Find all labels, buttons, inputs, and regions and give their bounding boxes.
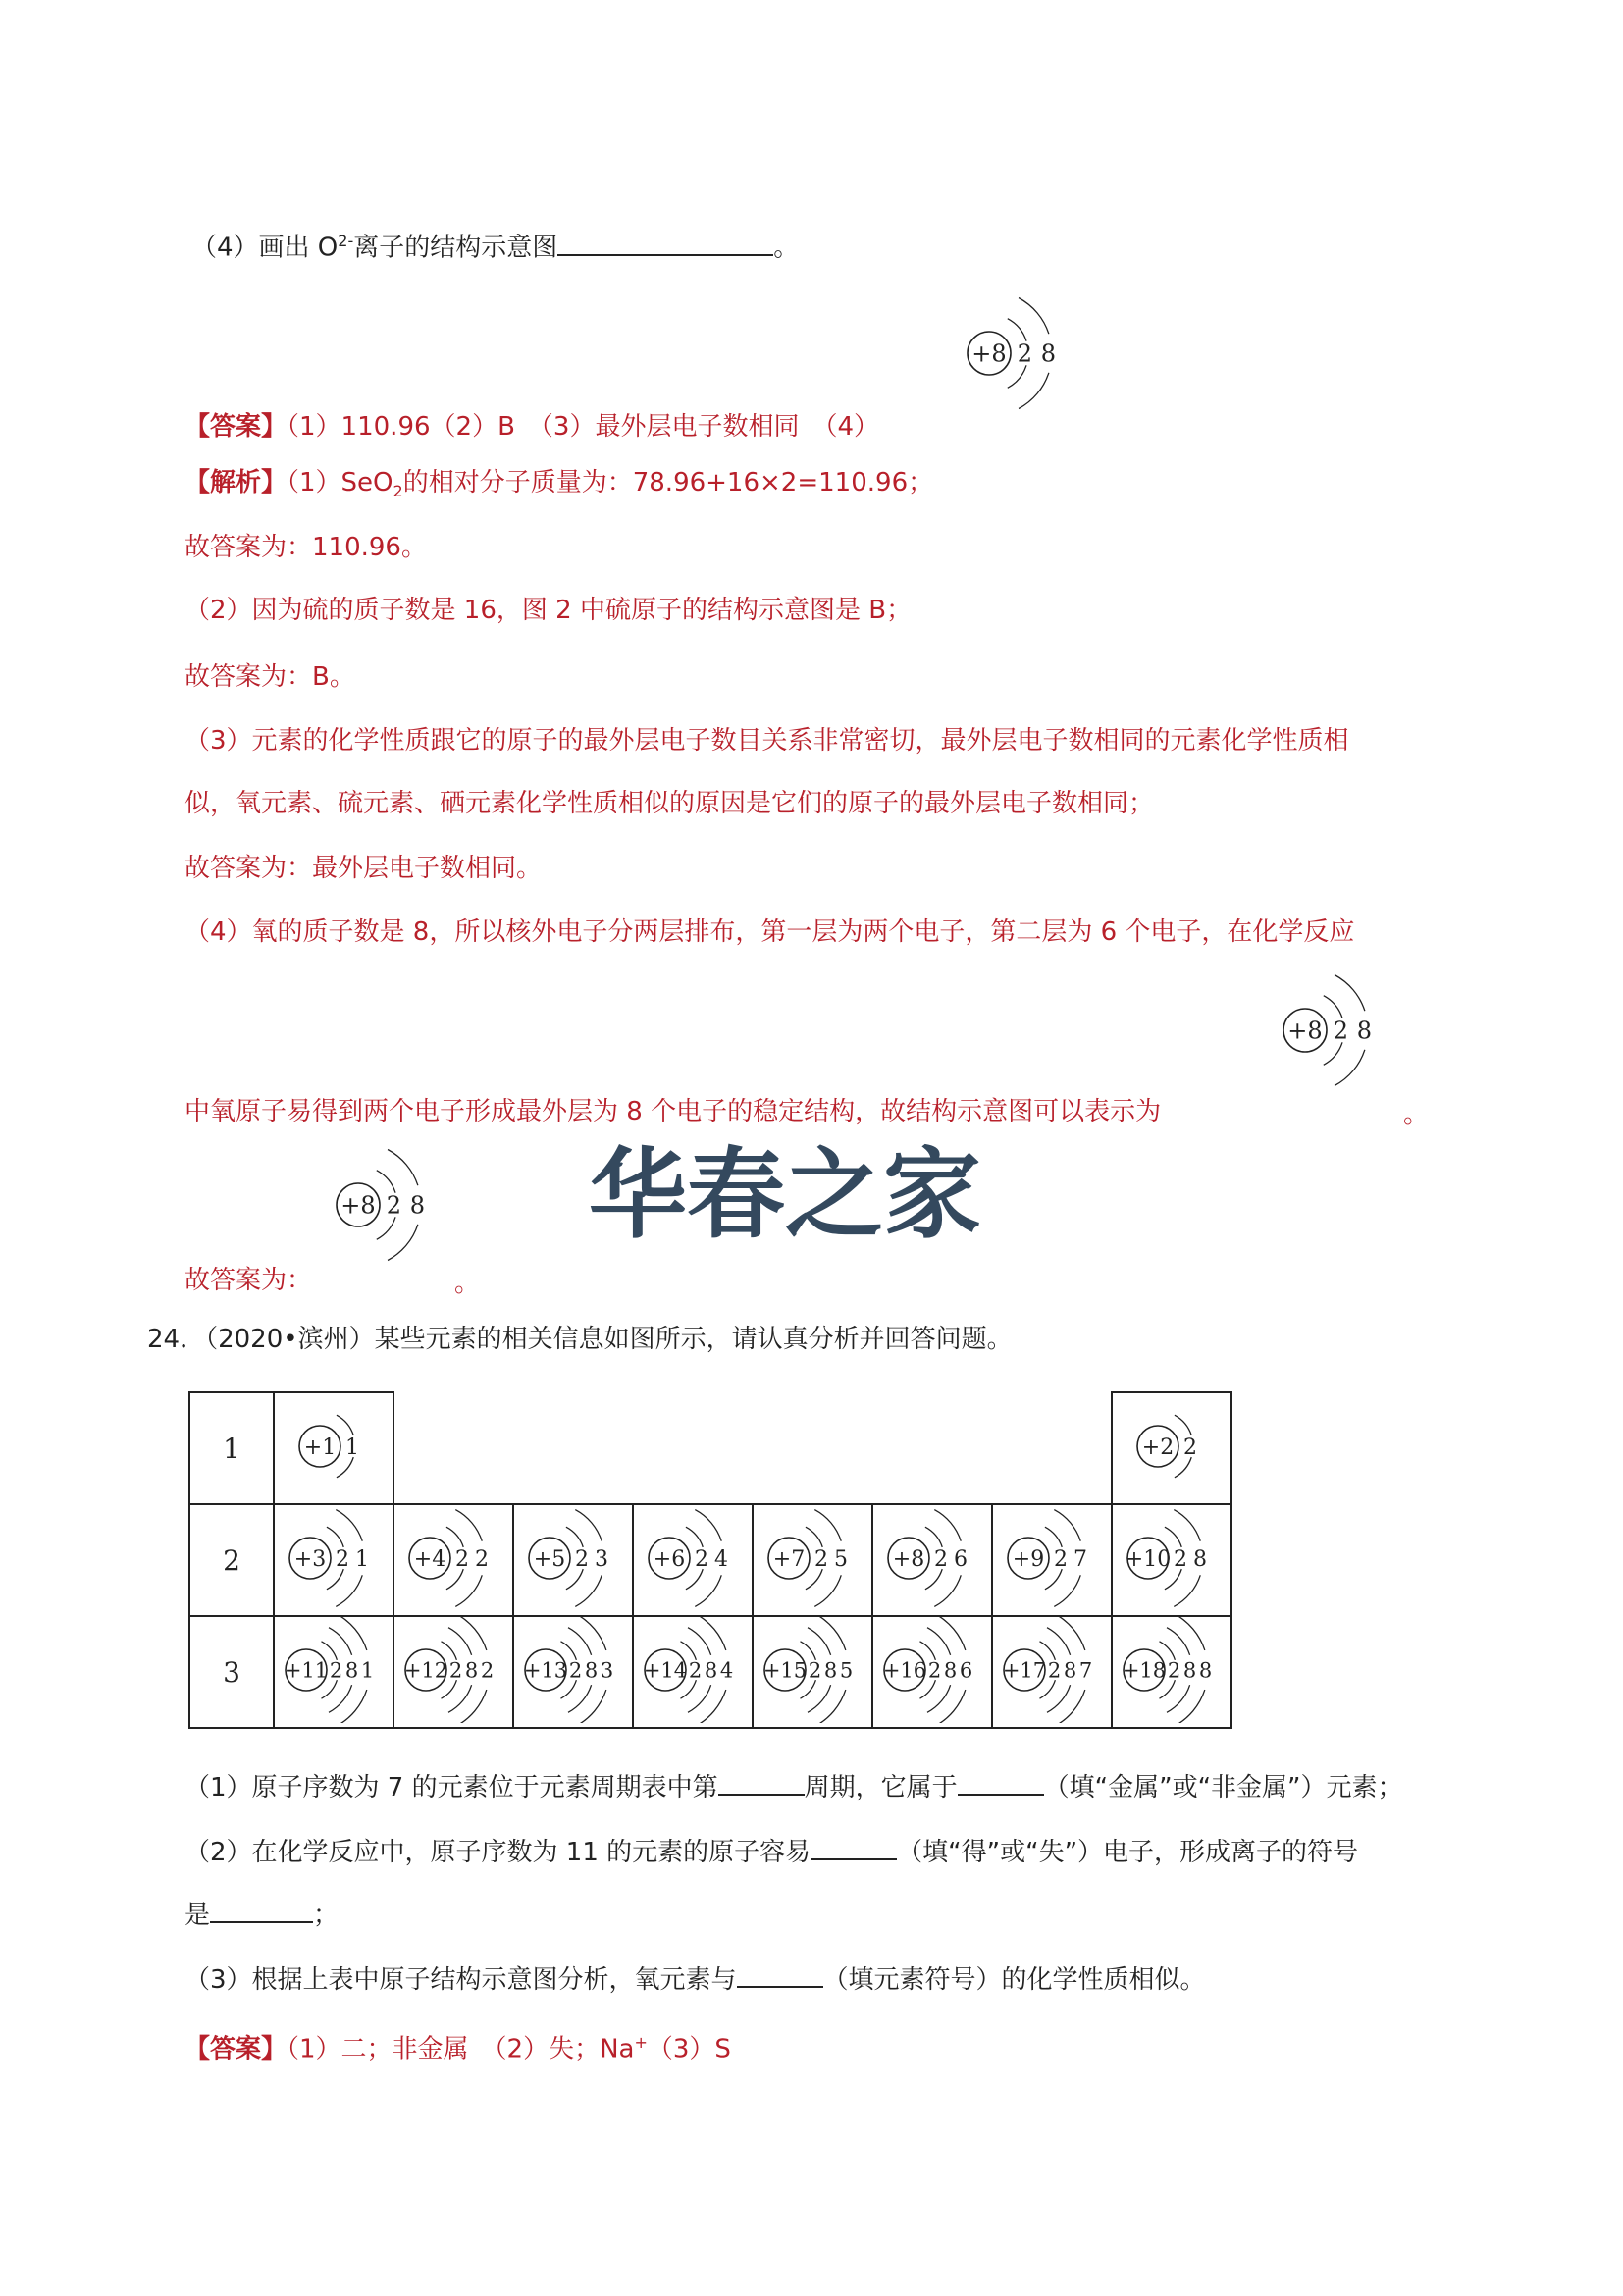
- answer-text: （3）S: [647, 2034, 731, 2064]
- answer-blank: [737, 1960, 823, 1988]
- nucleus-charge: +12: [403, 1658, 447, 1683]
- shell-electron-count: 2: [454, 1546, 469, 1572]
- nucleus-charge: +11: [284, 1658, 328, 1683]
- q4-suffix: 离子的结构示意图: [353, 233, 558, 263]
- oxygen-ion-diagram: [1281, 971, 1386, 1093]
- q24-question-2-cont: [184, 1896, 339, 1933]
- atom-diagram: [646, 1505, 741, 1611]
- element-cell: [393, 1504, 513, 1616]
- electron-shell-arc: [1054, 1617, 1084, 1650]
- electron-shell-arc: [934, 1617, 965, 1650]
- nucleus-charge: +1: [303, 1435, 336, 1460]
- electron-shell-arc: [1008, 319, 1026, 341]
- atom-diagram: [642, 1617, 745, 1723]
- shell-electron-count: 4: [719, 1658, 733, 1683]
- electron-shell-arc: [1164, 1569, 1180, 1590]
- electron-shell-arc: [1324, 1042, 1342, 1065]
- electron-shell-arc: [326, 1527, 342, 1547]
- electron-shell-arc: [575, 1617, 605, 1650]
- electron-shell-arc: [336, 1415, 352, 1435]
- electron-shell-arc: [336, 1457, 352, 1478]
- q4-sup: 2-: [338, 232, 354, 250]
- question-text: （填元素符号）的化学性质相似。: [822, 1965, 1206, 1995]
- shell-electron-count: 8: [823, 1658, 837, 1683]
- electron-shell-arc: [388, 1149, 418, 1185]
- element-cell: [274, 1616, 393, 1728]
- element-cell: [992, 1504, 1112, 1616]
- atom-diagram: [885, 1505, 980, 1611]
- nucleus-charge: +5: [533, 1546, 565, 1572]
- electron-shell-arc: [321, 1680, 337, 1698]
- nucleus-charge: +15: [762, 1658, 807, 1683]
- electron-shell-arc: [934, 1510, 961, 1541]
- electron-shell-arc: [685, 1569, 702, 1590]
- shell-electron-count: 2: [568, 1658, 582, 1683]
- element-cell: [872, 1504, 992, 1616]
- period-label: 2: [189, 1504, 274, 1616]
- analysis-line-10: 故答案为：: [184, 1266, 313, 1295]
- electron-shell-arc: [924, 1527, 941, 1547]
- analysis-line-8: （4）氧的质子数是 8，所以核外电子分两层排布，第一层为两个电子，第二层为 6 个电子，在化学反应: [184, 917, 1355, 947]
- shell-electron-count: 8: [943, 1658, 957, 1683]
- shell-electron-count: 2: [1047, 1658, 1061, 1683]
- shell-electron-count: 6: [953, 1546, 968, 1572]
- atom-diagram: [1125, 1505, 1220, 1611]
- shell-electron-count: 8: [584, 1658, 598, 1683]
- table-row: [189, 1392, 1231, 1504]
- question-text: 周期，它属于: [804, 1773, 958, 1802]
- nucleus-charge: +4: [413, 1546, 445, 1572]
- element-cell: [753, 1504, 872, 1616]
- q4-end: 。: [773, 233, 800, 263]
- shell-electron-count: 2: [1017, 339, 1033, 368]
- shell-electron-count: 2: [480, 1658, 494, 1683]
- nucleus-charge: +14: [643, 1658, 687, 1683]
- nucleus-charge: +8: [340, 1191, 376, 1220]
- shell-electron-count: 8: [464, 1658, 478, 1683]
- electron-shell-arc: [1054, 1510, 1080, 1541]
- shell-electron-count: 4: [713, 1546, 728, 1572]
- question-text: ；: [313, 1901, 340, 1930]
- shell-electron-count: 8: [1198, 1658, 1212, 1683]
- electron-shell-arc: [1174, 1617, 1204, 1650]
- electron-shell-arc: [1039, 1642, 1055, 1660]
- shell-electron-count: 2: [1053, 1546, 1068, 1572]
- element-cell: [872, 1616, 992, 1728]
- electron-shell-arc: [321, 1642, 337, 1660]
- electron-shell-arc: [695, 1617, 725, 1650]
- analysis-line-2: 故答案为：110.96。: [184, 533, 427, 562]
- element-cell: [274, 1504, 393, 1616]
- atom-diagram: [881, 1617, 984, 1723]
- electron-shell-arc: [455, 1510, 482, 1541]
- period-label: 1: [189, 1392, 274, 1504]
- electron-shell-arc: [326, 1569, 342, 1590]
- electron-shell-arc: [1008, 365, 1026, 388]
- shell-electron-count: 2: [574, 1546, 589, 1572]
- electron-shell-arc: [934, 1690, 965, 1723]
- atom-diagram: [765, 1505, 861, 1611]
- answer-blank: [210, 1896, 313, 1923]
- electron-shell-arc: [445, 1569, 462, 1590]
- shell-electron-count: 2: [1182, 1435, 1197, 1460]
- q4-prefix: （4）画出 O: [191, 233, 339, 263]
- electron-shell-arc: [565, 1569, 582, 1590]
- shell-electron-count: 8: [1192, 1546, 1207, 1572]
- electron-shell-arc: [388, 1225, 418, 1261]
- answer-label: 【答案】: [184, 2034, 288, 2064]
- electron-shell-arc: [1335, 974, 1365, 1011]
- electron-shell-arc: [1324, 996, 1342, 1018]
- electron-shell-arc: [695, 1575, 721, 1606]
- electron-shell-arc: [919, 1642, 935, 1660]
- electron-shell-arc: [1164, 1527, 1180, 1547]
- shell-electron-count: 8: [1040, 339, 1057, 368]
- electron-shell-arc: [1039, 1680, 1055, 1698]
- atom-diagram: [334, 1146, 439, 1264]
- shell-electron-count: 3: [594, 1546, 608, 1572]
- analysis-line-7: 故答案为：最外层电子数相同。: [184, 854, 543, 883]
- q24-title: 24．（2020•滨州）某些元素的相关信息如图所示，请认真分析并回答问题。: [147, 1325, 1013, 1354]
- question-text: 是: [184, 1901, 211, 1930]
- electron-shell-arc: [336, 1690, 366, 1723]
- electron-shell-arc: [575, 1575, 602, 1606]
- table-row: [189, 1504, 1231, 1616]
- element-cell: [1112, 1616, 1231, 1728]
- answer-line: [184, 409, 879, 444]
- atom-diagram: [1281, 971, 1386, 1089]
- element-cell: [1112, 1504, 1231, 1616]
- electron-shell-arc: [455, 1690, 486, 1723]
- periodic-table: [188, 1391, 1232, 1729]
- electron-shell-arc: [560, 1642, 576, 1660]
- q4-prompt: [191, 224, 799, 266]
- electron-shell-arc: [1019, 297, 1049, 334]
- atom-diagram: [287, 1505, 382, 1611]
- electron-shell-arc: [814, 1575, 841, 1606]
- analysis-text: （1）SeO: [287, 468, 393, 497]
- period-mark: 。: [1403, 1100, 1430, 1129]
- shell-electron-count: 8: [1356, 1017, 1373, 1045]
- answer-blank: [557, 229, 773, 256]
- element-cell: [633, 1504, 753, 1616]
- element-cell: [274, 1392, 393, 1504]
- element-cell: [753, 1616, 872, 1728]
- atom-diagram: [522, 1617, 625, 1723]
- electron-shell-arc: [1054, 1575, 1080, 1606]
- shell-electron-count: 5: [839, 1658, 853, 1683]
- atom-diagram: [761, 1617, 864, 1723]
- shell-electron-count: 1: [360, 1658, 374, 1683]
- question-text: （2）在化学反应中，原子序数为 11 的元素的原子容易: [184, 1838, 812, 1867]
- shell-electron-count: 8: [1182, 1658, 1196, 1683]
- electron-shell-arc: [455, 1617, 486, 1650]
- shell-electron-count: 2: [927, 1658, 941, 1683]
- question-text: （1）原子序数为 7 的元素位于元素周期表中第: [184, 1773, 718, 1802]
- nucleus-charge: +6: [653, 1546, 685, 1572]
- q24-question-2: [184, 1833, 1358, 1870]
- electron-shell-arc: [455, 1575, 482, 1606]
- shell-electron-count: 2: [1173, 1546, 1187, 1572]
- atom-diagram: [965, 294, 1070, 412]
- subscript: 2: [393, 482, 403, 501]
- electron-shell-arc: [1159, 1642, 1175, 1660]
- shell-electron-count: 2: [813, 1546, 828, 1572]
- electron-shell-arc: [575, 1690, 605, 1723]
- table-row: [189, 1616, 1231, 1728]
- atom-diagram: [1134, 1393, 1210, 1499]
- electron-shell-arc: [336, 1510, 362, 1541]
- nucleus-charge: +18: [1122, 1658, 1166, 1683]
- electron-shell-arc: [1174, 1457, 1190, 1478]
- shell-electron-count: 6: [959, 1658, 972, 1683]
- atom-diagram: [1001, 1617, 1104, 1723]
- electron-shell-arc: [1019, 373, 1049, 409]
- electron-shell-arc: [1174, 1415, 1190, 1435]
- electron-shell-arc: [336, 1617, 366, 1650]
- electron-shell-arc: [800, 1680, 815, 1698]
- element-cell: [992, 1616, 1112, 1728]
- electron-shell-arc: [377, 1217, 395, 1239]
- element-cell: [513, 1504, 633, 1616]
- nucleus-charge: +8: [1287, 1017, 1323, 1045]
- electron-shell-arc: [445, 1527, 462, 1547]
- electron-shell-arc: [1044, 1527, 1061, 1547]
- analysis-label: 【解析】: [184, 468, 288, 497]
- answer-blank: [811, 1833, 897, 1860]
- electron-shell-arc: [560, 1680, 576, 1698]
- electron-shell-arc: [1174, 1510, 1200, 1541]
- nucleus-charge: +13: [523, 1658, 567, 1683]
- electron-shell-arc: [1174, 1690, 1204, 1723]
- electron-shell-arc: [565, 1527, 582, 1547]
- analysis-line-3: （2）因为硫的质子数是 16，图 2 中硫原子的结构示意图是 B；: [184, 596, 913, 625]
- electron-shell-arc: [814, 1510, 841, 1541]
- electron-shell-arc: [695, 1690, 725, 1723]
- q24-question-1: [184, 1768, 1403, 1805]
- analysis-line-1: [184, 465, 933, 509]
- analysis-line-5: （3）元素的化学性质跟它的原子的最外层电子数目关系非常密切，最外层电子数相同的元素化学性质相: [184, 726, 1349, 756]
- question-text: （填“得”或“失”）电子，形成离子的符号: [897, 1838, 1359, 1867]
- electron-shell-arc: [441, 1680, 456, 1698]
- answer-blank: [718, 1768, 805, 1796]
- electron-shell-arc: [1054, 1690, 1084, 1723]
- nucleus-charge: +10: [1125, 1546, 1171, 1572]
- shell-electron-count: 1: [344, 1435, 359, 1460]
- nucleus-charge: +7: [772, 1546, 805, 1572]
- shell-electron-count: 2: [688, 1658, 702, 1683]
- element-cell: [393, 1616, 513, 1728]
- electron-shell-arc: [805, 1527, 821, 1547]
- atom-diagram: [296, 1393, 372, 1499]
- electron-shell-arc: [1159, 1680, 1175, 1698]
- superscript: +: [634, 2033, 648, 2052]
- answer-blank: [958, 1768, 1044, 1796]
- shell-electron-count: 2: [474, 1546, 489, 1572]
- watermark: 华春之家: [589, 1137, 981, 1252]
- atom-diagram: [1121, 1617, 1224, 1723]
- shell-electron-count: 7: [1073, 1546, 1087, 1572]
- electron-shell-arc: [441, 1642, 456, 1660]
- q24-answer: [184, 2025, 731, 2067]
- element-cell: [633, 1616, 753, 1728]
- electron-shell-arc: [924, 1569, 941, 1590]
- electron-shell-arc: [680, 1642, 696, 1660]
- element-cell: [1112, 1392, 1231, 1504]
- atom-diagram: [406, 1505, 501, 1611]
- answer-label: 【答案】: [184, 412, 288, 442]
- electron-shell-arc: [336, 1575, 362, 1606]
- electron-shell-arc: [680, 1680, 696, 1698]
- electron-shell-arc: [1335, 1050, 1365, 1086]
- shell-electron-count: 2: [335, 1546, 349, 1572]
- shell-electron-count: 8: [344, 1658, 358, 1683]
- shell-electron-count: 2: [448, 1658, 462, 1683]
- oxygen-ion-diagram: [965, 294, 1070, 416]
- nucleus-charge: +17: [1002, 1658, 1046, 1683]
- analysis-line-6: 似，氧元素、硫元素、硒元素化学性质相似的原因是它们的原子的最外层电子数相同；: [184, 789, 1155, 818]
- electron-shell-arc: [1044, 1569, 1061, 1590]
- electron-shell-arc: [685, 1527, 702, 1547]
- atom-diagram: [283, 1617, 386, 1723]
- shell-electron-count: 2: [933, 1546, 948, 1572]
- atom-diagram: [1005, 1505, 1100, 1611]
- shell-electron-count: 2: [386, 1191, 402, 1220]
- atom-diagram: [526, 1505, 621, 1611]
- nucleus-charge: +3: [293, 1546, 326, 1572]
- shell-electron-count: 2: [1167, 1658, 1180, 1683]
- shell-electron-count: 7: [1078, 1658, 1092, 1683]
- shell-electron-count: 8: [409, 1191, 426, 1220]
- answer-text: （1）110.96（2）B （3）最外层电子数相同 （4）: [287, 412, 879, 442]
- element-cell: [513, 1616, 633, 1728]
- question-text: （填“金属”或“非金属”）元素；: [1043, 1773, 1403, 1802]
- electron-shell-arc: [919, 1680, 935, 1698]
- shell-electron-count: 1: [354, 1546, 369, 1572]
- analysis-text: 的相对分子质量为：78.96+16×2=110.96；: [402, 468, 934, 497]
- shell-electron-count: 2: [694, 1546, 708, 1572]
- shell-electron-count: 3: [600, 1658, 613, 1683]
- period-mark: 。: [454, 1269, 481, 1298]
- shell-electron-count: 5: [833, 1546, 848, 1572]
- shell-electron-count: 8: [1063, 1658, 1076, 1683]
- shell-electron-count: 2: [808, 1658, 821, 1683]
- question-text: （3）根据上表中原子结构示意图分析，氧元素与: [184, 1965, 737, 1995]
- shell-electron-count: 8: [704, 1658, 717, 1683]
- nucleus-charge: +9: [1012, 1546, 1044, 1572]
- electron-shell-arc: [800, 1642, 815, 1660]
- nucleus-charge: +8: [892, 1546, 924, 1572]
- nucleus-charge: +16: [882, 1658, 926, 1683]
- electron-shell-arc: [805, 1569, 821, 1590]
- electron-shell-arc: [814, 1617, 845, 1650]
- electron-shell-arc: [814, 1690, 845, 1723]
- analysis-line-4: 故答案为：B。: [184, 662, 355, 692]
- nucleus-charge: +8: [971, 339, 1007, 368]
- analysis-line-9: 中氧原子易得到两个电子形成最外层为 8 个电子的稳定结构，故结构示意图可以表示为: [184, 1097, 1162, 1126]
- answer-text: （1）二；非金属 （2）失；Na: [287, 2034, 635, 2064]
- electron-shell-arc: [575, 1510, 602, 1541]
- q24-question-3: [184, 1960, 1206, 1998]
- electron-shell-arc: [934, 1575, 961, 1606]
- shell-electron-count: 2: [1333, 1017, 1349, 1045]
- shell-electron-count: 2: [329, 1658, 342, 1683]
- electron-shell-arc: [695, 1510, 721, 1541]
- period-label: 3: [189, 1616, 274, 1728]
- electron-shell-arc: [1174, 1575, 1200, 1606]
- nucleus-charge: +2: [1141, 1435, 1174, 1460]
- electron-shell-arc: [377, 1171, 395, 1193]
- oxygen-ion-diagram: [334, 1146, 439, 1268]
- atom-diagram: [402, 1617, 505, 1723]
